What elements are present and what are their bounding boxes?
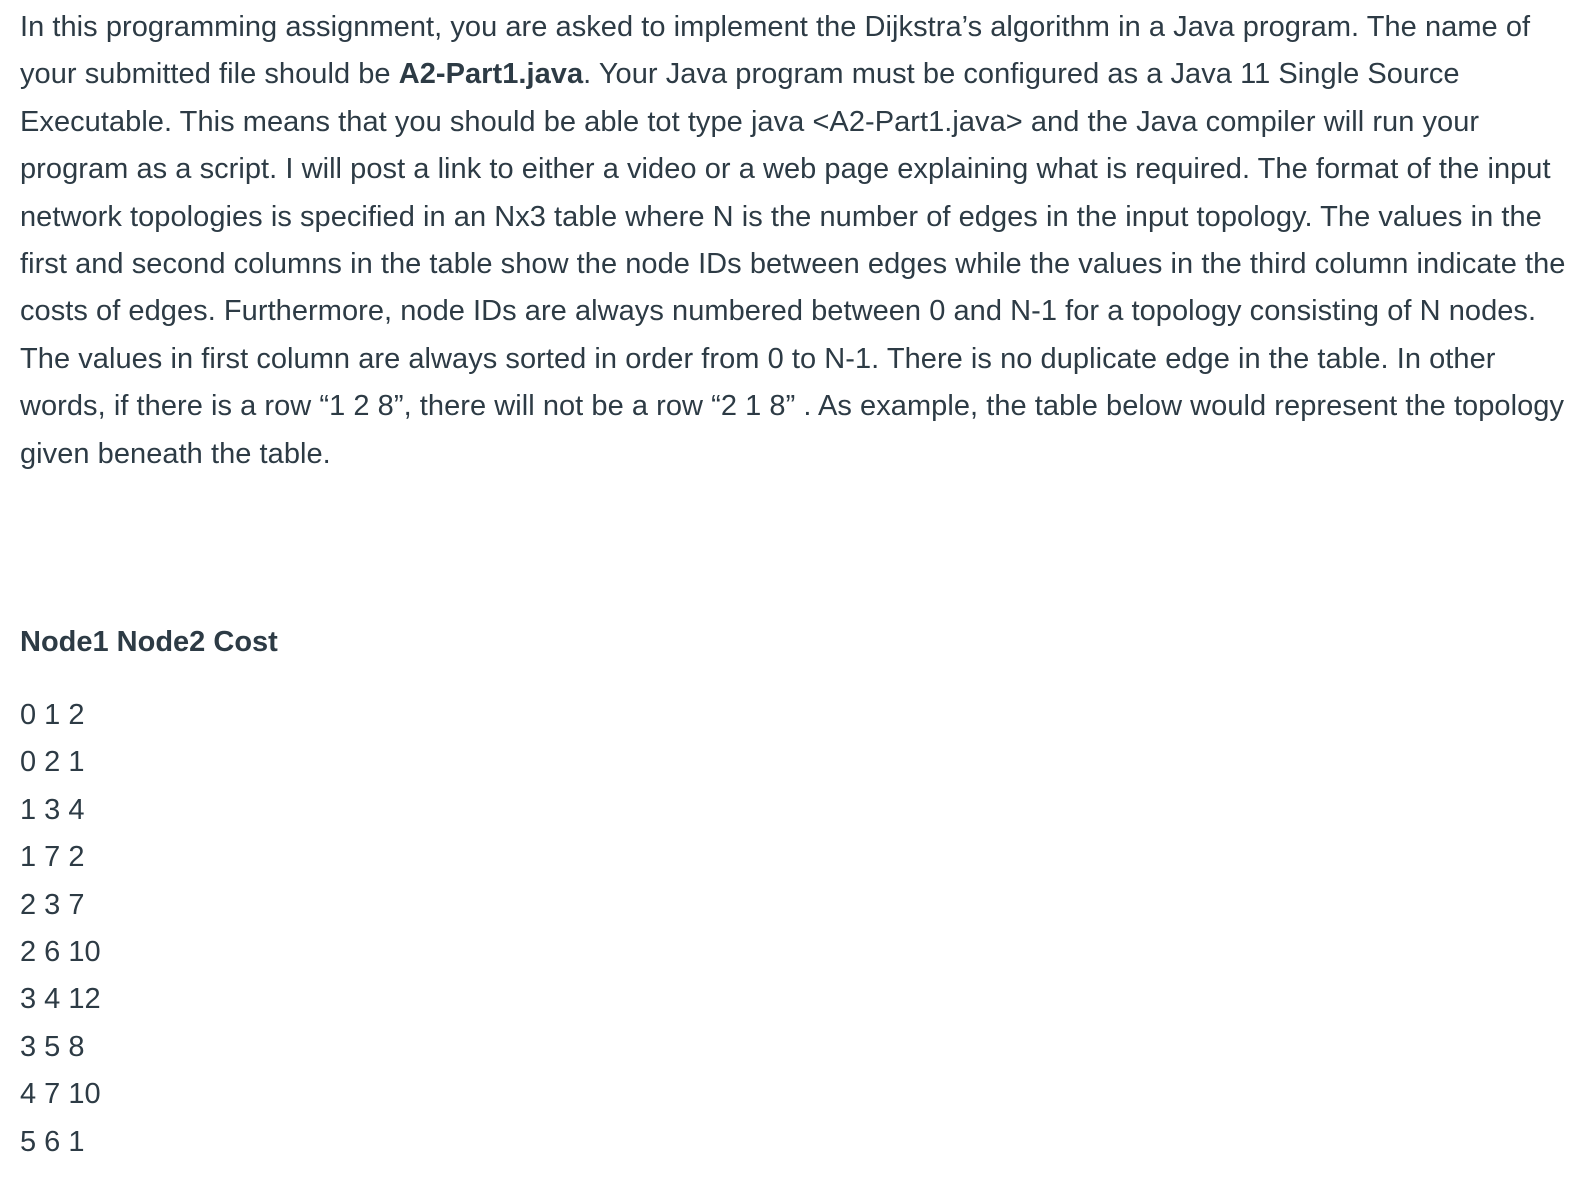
edge-row: 3 5 8 [20, 1030, 85, 1063]
edge-row: 1 3 4 [20, 793, 85, 826]
edge-row: 1 7 2 [20, 841, 85, 874]
submission-filename: A2-Part1.java [398, 58, 584, 91]
edge-row: 0 1 2 [20, 699, 85, 731]
edge-row: 0 2 1 [20, 746, 85, 779]
description-text-part1: In this programming assignment, you are asked to implement the Dijkstra’s algorithm in a Java program. The name of your submitted file should be [20, 11, 1531, 91]
description-text-part2: . Your Java program must be configured as a Java 11 Single Source Executable. This means that you should be able tot type java <A2-Part1.java> and the Java compiler will run your program as a script. I will post a link to either a video or a web page explaining what is required. The format of the input network topologies is specified in an Nx3 table where N is the number of edges in the input topology. The values in the first and second columns in the table show the node IDs between edges while the values in the third column indicate the costs of edges. Furthermore, node IDs are always numbered between 0 and N-1 for a topology consisting of N nodes. The values in first column are always sorted in order from 0 to N-1. There is no duplicate edge in the table. In other words, if there is a row “1 2 8”, there will not be a row “2 1 8” . As example, the table below would represent the topology given beneath the table. [20, 58, 1566, 470]
edge-table [20, 692, 101, 1166]
assignment-description [20, 0, 1570, 478]
edge-row: 3 4 12 [20, 983, 101, 1016]
edge-row: 5 6 1 [20, 1125, 85, 1158]
edge-row: 2 3 7 [20, 888, 85, 921]
assignment-content [20, 0, 1570, 1158]
edge-row: 2 6 10 [20, 935, 101, 968]
table-header: Node1 Node2 Cost [20, 626, 278, 658]
edge-row: 4 7 10 [20, 1078, 101, 1111]
